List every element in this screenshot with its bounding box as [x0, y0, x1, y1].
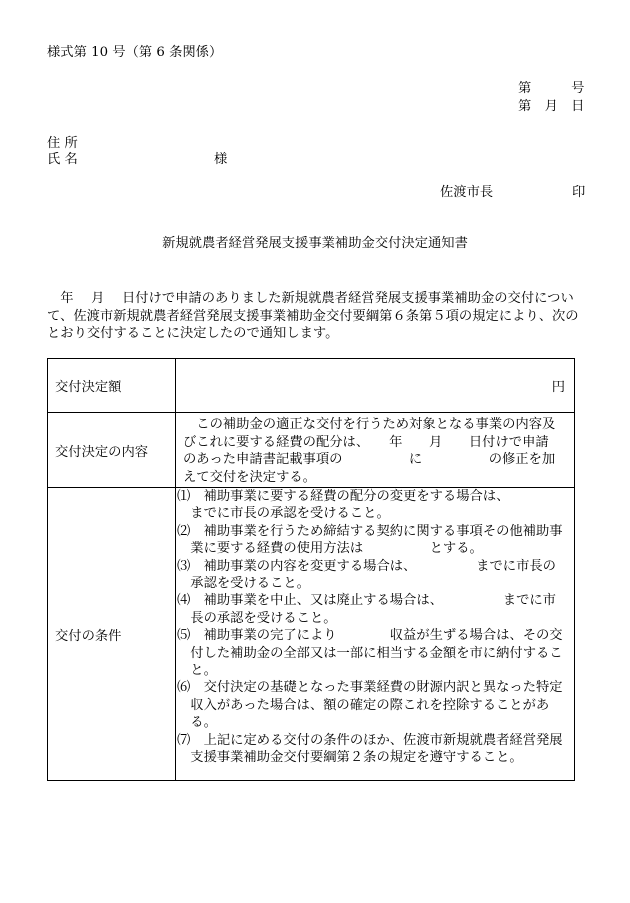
- condition-item-6: [177, 679, 570, 731]
- content-label: 交付決定の内容: [48, 412, 176, 487]
- condition-line: ⑵ 補助事業を行うため締結する契約に関する事項その他補助事: [177, 523, 563, 539]
- condition-item-7: [177, 732, 570, 767]
- seal-mark: 印: [572, 185, 586, 200]
- issue-date: 第 月 日: [518, 99, 585, 114]
- address-label: 住 所: [47, 136, 78, 151]
- content-line: この補助金の適正な交付を行うため対象となる事業の内容及: [183, 417, 556, 432]
- amount-label: 交付決定額: [48, 359, 176, 412]
- condition-line: 支援事業補助金交付要綱第２条の規定を遵守すること。: [177, 750, 523, 766]
- name-label: 氏 名: [47, 152, 78, 167]
- condition-line: ⑹ 交付決定の基礎となった事業経費の財源内訳と異なった特定: [177, 680, 563, 696]
- amount-unit: 円: [551, 380, 565, 395]
- decision-table: [47, 358, 575, 781]
- condition-item-2: [177, 523, 570, 558]
- body-line: 年 月 日付けで申請のありました新規就農者経営発展支援事業補助金の交付につい: [47, 291, 574, 306]
- content-line: えて交付を決定する。: [183, 469, 316, 485]
- condition-line: ⑺ 上記に定める交付の条件のほか、佐渡市新規就農者経営発展: [177, 732, 563, 748]
- condition-line: 承認を受けること。: [177, 576, 310, 592]
- condition-item-3: [177, 558, 570, 593]
- condition-line: ⑴ 補助事業に要する経費の配分の変更をする場合は、: [177, 489, 510, 504]
- condition-line: までに市長の承認を受けること。: [177, 506, 390, 522]
- conditions-label: 交付の条件: [48, 487, 176, 780]
- body-line: て、佐渡市新規就農者経営発展支援事業補助金交付要綱第６条第５項の規定により、次の: [47, 308, 579, 324]
- condition-line: 業に要する経費の使用方法は とする。: [177, 541, 483, 557]
- condition-item-1: [177, 488, 570, 523]
- document-title: 新規就農者経営発展支援事業補助金交付決定通知書: [162, 236, 468, 251]
- body-line: とおり交付することに決定したので通知します。: [47, 326, 339, 341]
- condition-item-5: [177, 627, 570, 679]
- condition-line: と。: [177, 663, 217, 679]
- honorific: 様: [214, 152, 228, 167]
- condition-line: ⑸ 補助事業の完了により 収益が生ずる場合は、その交: [177, 628, 563, 644]
- condition-line: る。: [177, 715, 217, 731]
- form-number: 様式第 10 号（第 6 条関係）: [47, 45, 223, 60]
- body-paragraph: [47, 290, 579, 343]
- sender-title: 佐渡市長: [440, 185, 494, 200]
- reference-number: 第 号: [518, 81, 585, 96]
- amount-value-cell: [176, 359, 574, 412]
- condition-line: ⑷ 補助事業を中止、又は廃止する場合は、 までに市: [177, 593, 556, 609]
- content-line: のあった申請書記載事項の に の修正を加: [183, 452, 556, 467]
- condition-line: 長の承認を受けること。: [177, 610, 337, 626]
- condition-item-4: [177, 592, 570, 627]
- condition-line: 付した補助金の全部又は一部に相当する金額を市に納付するこ: [177, 645, 563, 661]
- content-line: びこれに要する経費の配分は、 年 月 日付けで申請: [183, 434, 549, 450]
- content-text: [176, 412, 574, 487]
- condition-line: ⑶ 補助事業の内容を変更する場合は、 までに市長の: [177, 558, 556, 574]
- condition-line: 収入があった場合は、額の確定の際これを控除することがあ: [177, 697, 550, 713]
- conditions-list: [176, 487, 574, 780]
